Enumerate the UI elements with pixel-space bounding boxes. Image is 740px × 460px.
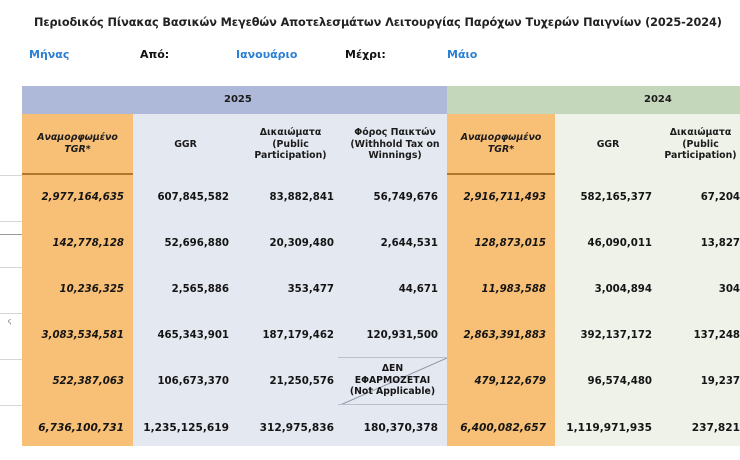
column-header-tgr-2025[interactable]: Αναμορφωμένο TGR* [22, 114, 133, 175]
cell-total-ggr-2025: 1,235,125,619 [143, 422, 229, 434]
cell-tgr-2025: 3,083,534,581 [41, 330, 124, 341]
cell-tax-2025: 120,931,500 [366, 330, 438, 341]
year-group-2025-label: 2025 [224, 94, 252, 105]
cell-ggr-2025: 106,673,370 [157, 376, 229, 387]
row-divider [0, 221, 22, 222]
cell-tgr-2024: 2,916,711,493 [463, 192, 546, 203]
cell-ggr-2025: 465,343,901 [157, 330, 229, 341]
cell-tgr-2025: 522,387,063 [52, 376, 124, 387]
filter-month-label[interactable]: Μήνας [29, 48, 70, 61]
page-title: Περιοδικός Πίνακας Βασικών Μεγεθών Αποτελεσμάτων Λειτουργίας Παρόχων Τυχερών Παιγνίων (2025-2024) [34, 16, 722, 29]
cell-rights-2025: 187,179,462 [262, 330, 334, 341]
row-label-gutter [0, 175, 22, 446]
cell-tgr-2025: 142,778,128 [52, 238, 124, 249]
not-applicable-line1: ΔΕΝ [381, 363, 404, 374]
cell-ggr-2025: 52,696,880 [164, 238, 229, 249]
cell-ggr-2024: 3,004,894 [594, 284, 652, 295]
cell-tgr-2024: 128,873,015 [474, 238, 546, 249]
row-divider [0, 175, 22, 176]
filter-to-value[interactable]: Μάιο [447, 48, 478, 61]
column-header-ggr-2025[interactable]: GGR [133, 114, 238, 175]
cell-ggr-2025: 607,845,582 [157, 192, 229, 203]
header-divider [0, 234, 22, 235]
cell-not-applicable [338, 357, 447, 405]
cell-ggr-2024: 46,090,011 [587, 238, 652, 249]
cell-total-tgr-2024: 6,400,082,657 [460, 422, 546, 434]
cell-total-rights-2024: 237,821 [691, 422, 740, 434]
row-divider [0, 405, 22, 406]
row-divider [0, 359, 22, 360]
cell-rights-2025: 21,250,576 [269, 376, 334, 387]
cell-rights-2025: 353,477 [287, 284, 334, 295]
cell-tax-2025: 44,671 [398, 284, 438, 295]
cell-ggr-2024: 96,574,480 [587, 376, 652, 387]
cell-rights-2024: 19,237 [700, 376, 740, 387]
year-group-2024-label: 2024 [644, 94, 672, 105]
cell-rights-2025: 20,309,480 [269, 238, 334, 249]
cell-tgr-2024: 11,983,588 [481, 284, 546, 295]
cell-total-tax-2025: 180,370,378 [363, 422, 438, 434]
not-applicable-text [338, 358, 447, 398]
column-header-rights-2024[interactable]: Δικαιώματα (Public Participation) [661, 114, 740, 175]
row-divider [0, 267, 22, 268]
cell-rights-2024: 304 [718, 284, 740, 295]
not-applicable-line3: (Not Applicable) [349, 386, 436, 398]
cell-ggr-2024: 392,137,172 [580, 330, 652, 341]
row-divider [0, 313, 22, 314]
filter-bar [0, 48, 740, 72]
year-group-2024 [447, 86, 740, 114]
cell-tgr-2025: 2,977,164,635 [41, 192, 124, 203]
cell-ggr-2025: 2,565,886 [171, 284, 229, 295]
filter-to-label: Μέχρι: [345, 48, 386, 61]
year-group-2025 [22, 86, 447, 114]
cell-rights-2024: 13,827 [700, 238, 740, 249]
row-stub-marker: ς [8, 318, 12, 325]
cell-total-ggr-2024: 1,119,971,935 [566, 422, 652, 434]
cell-tgr-2024: 2,863,391,883 [463, 330, 546, 341]
cell-tgr-2025: 10,236,325 [59, 284, 124, 295]
column-header-rights-2025[interactable]: Δικαιώματα (Public Participation) [238, 114, 343, 175]
cell-total-rights-2025: 312,975,836 [259, 422, 334, 434]
filter-from-label: Από: [140, 48, 170, 61]
cell-rights-2024: 67,204 [700, 192, 740, 203]
column-header-tgr-2024[interactable]: Αναμορφωμένο TGR* [447, 114, 555, 175]
column-header-ggr-2024[interactable]: GGR [555, 114, 661, 175]
results-table [0, 86, 740, 450]
cell-rights-2025: 83,882,841 [269, 192, 334, 203]
cell-tax-2025: 56,749,676 [373, 192, 438, 203]
filter-from-value[interactable]: Ιανουάριο [236, 48, 298, 61]
cell-ggr-2024: 582,165,377 [580, 192, 652, 203]
cell-tax-2025: 2,644,531 [380, 238, 438, 249]
not-applicable-line2: ΕΦΑΡΜΟΖΕΤΑΙ [354, 374, 431, 386]
cell-tgr-2024: 479,122,679 [474, 376, 546, 387]
column-header-tax-2025[interactable]: Φόρος Παικτών (Withhold Tax on Winnings) [343, 114, 447, 175]
cell-rights-2024: 137,248 [693, 330, 740, 341]
cell-total-tgr-2025: 6,736,100,731 [38, 422, 124, 434]
